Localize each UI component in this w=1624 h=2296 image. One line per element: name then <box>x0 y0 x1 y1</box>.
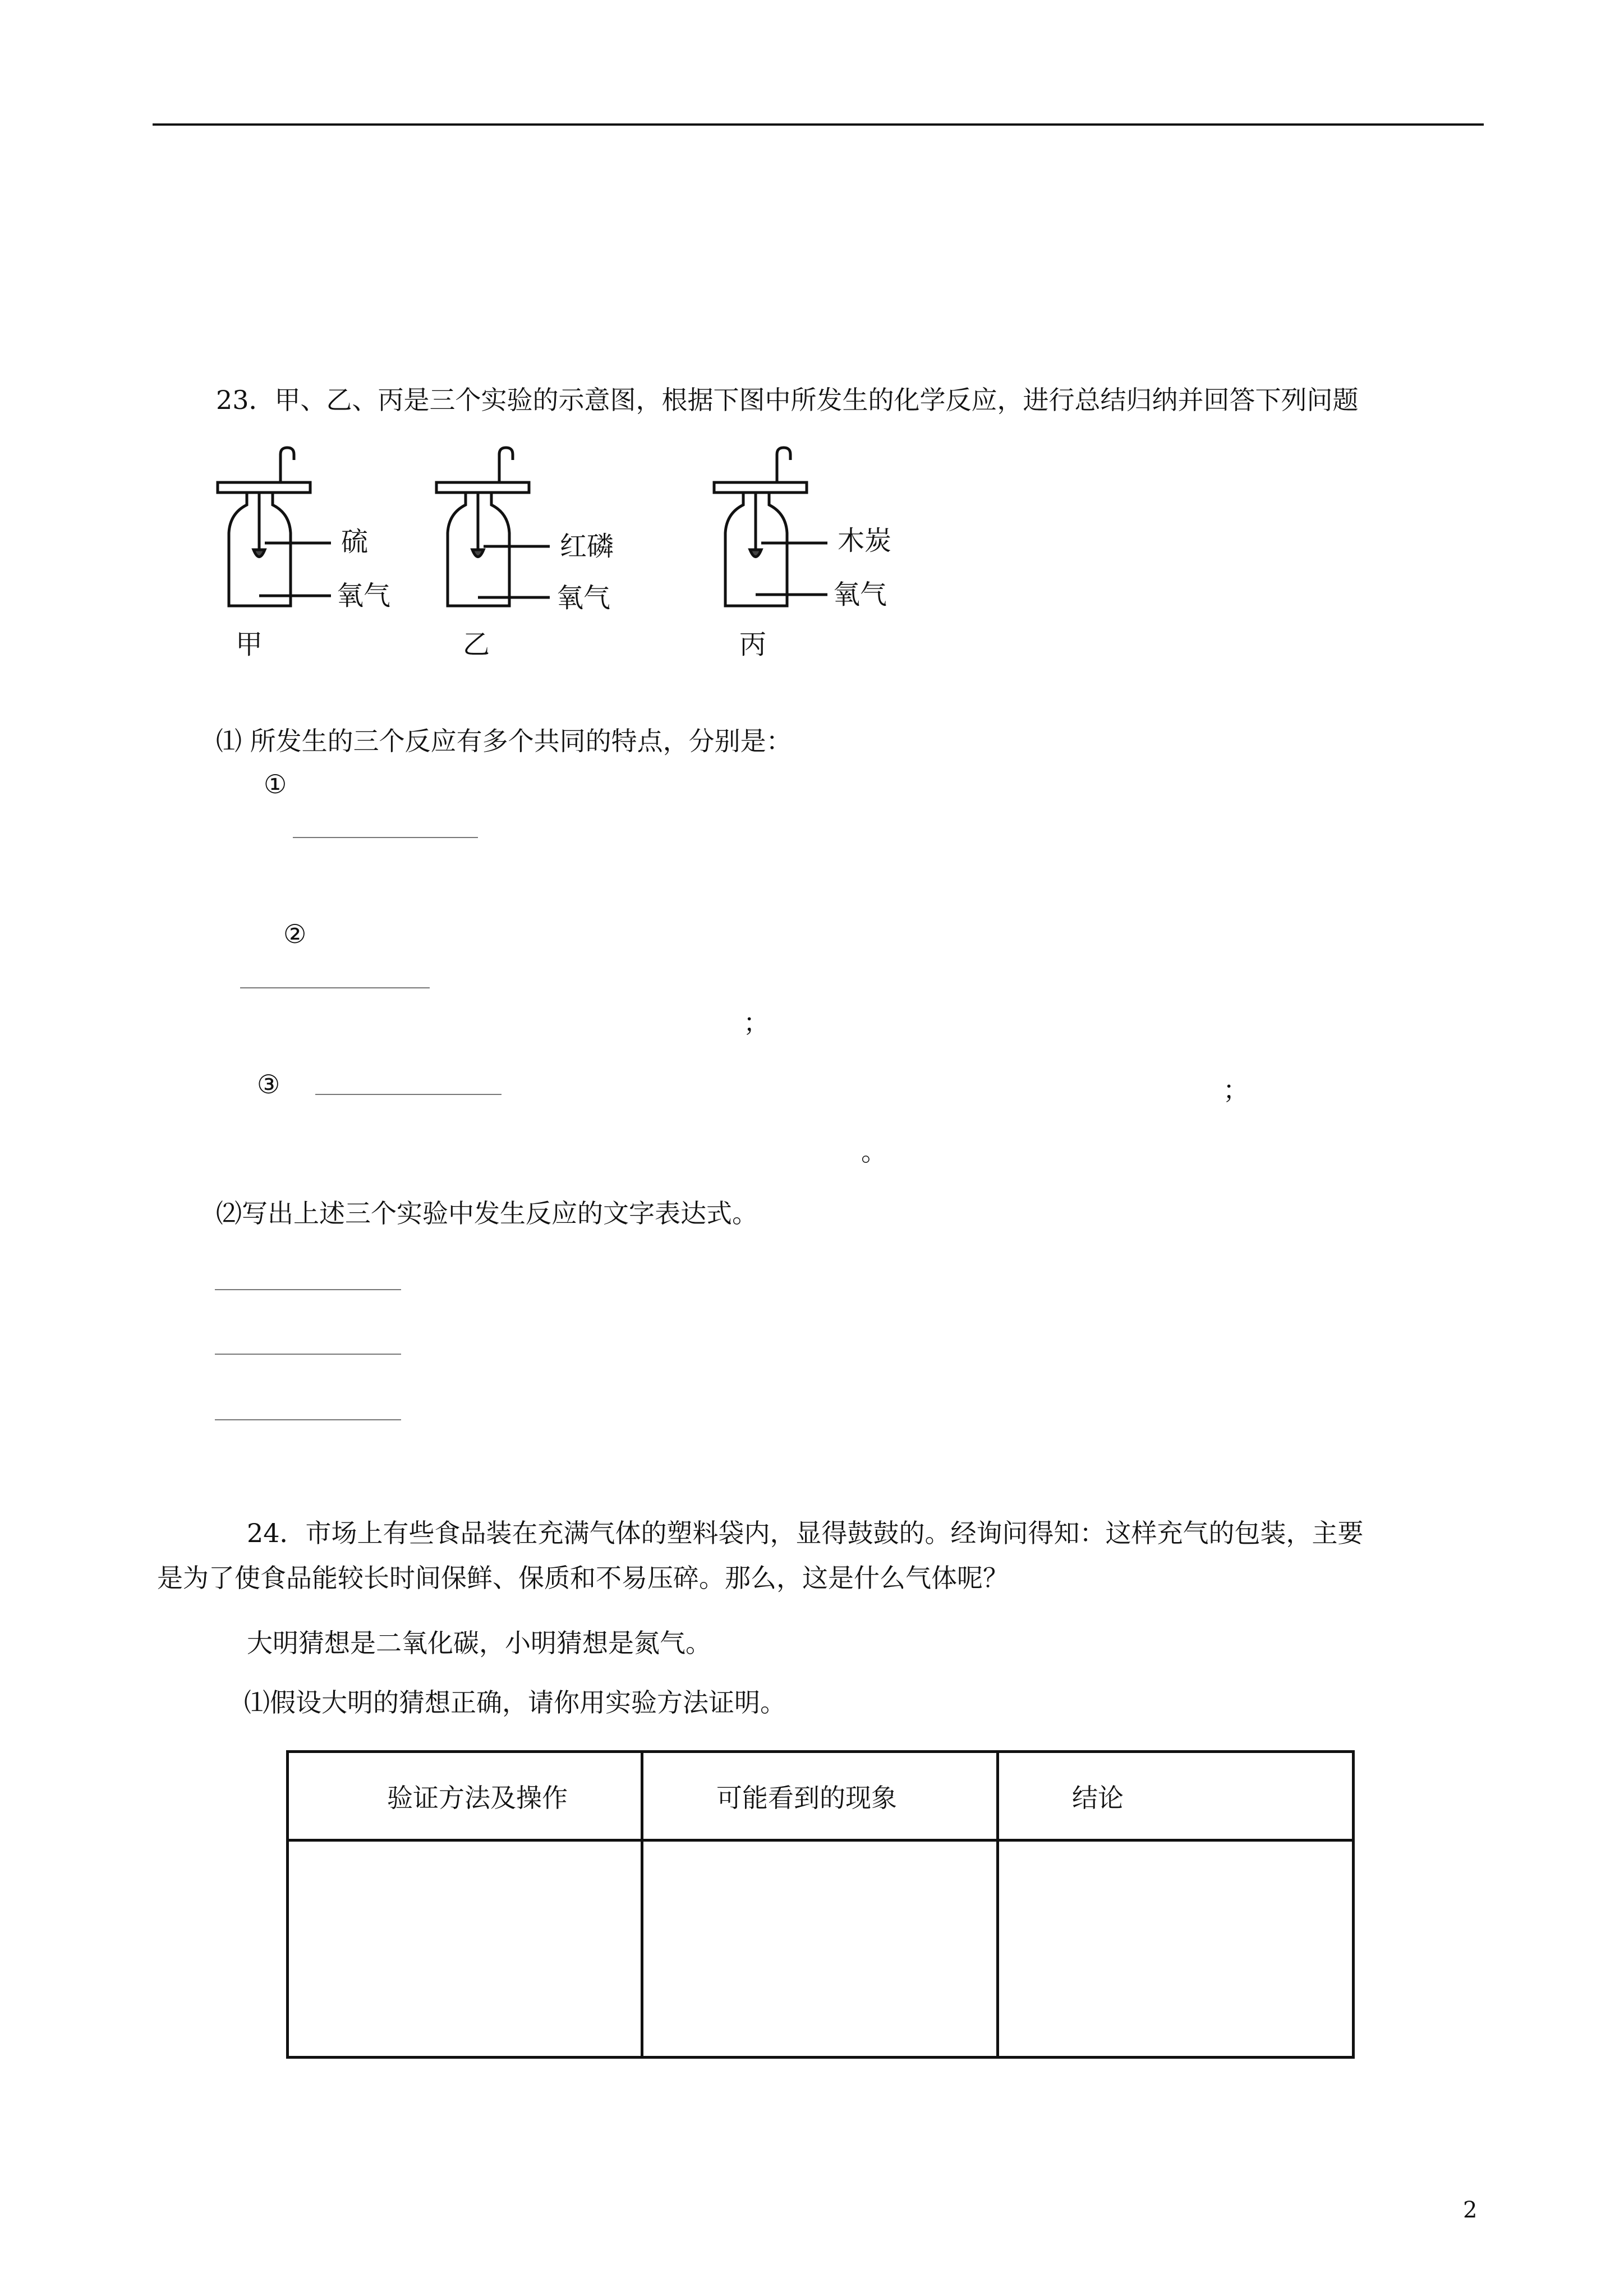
jar-jia-gas-label: 氧气 <box>337 580 391 611</box>
q23-figure <box>213 443 942 668</box>
table-header-cell <box>642 1752 998 1841</box>
header-rule <box>153 123 1484 126</box>
q23-semicolon-2: ； <box>1223 1075 1249 1105</box>
answer-blank-2[interactable] <box>240 987 430 988</box>
spoon-bowl <box>750 550 761 557</box>
jar-bing <box>714 448 827 606</box>
q24-guess: 大明猜想是二氧化碳，小明猜想是氮气。 <box>247 1628 711 1658</box>
jar-yi-gas-label: 氧气 <box>556 582 611 614</box>
equation-blank-3[interactable] <box>215 1419 401 1420</box>
deflagrating-spoon-handle <box>280 448 294 482</box>
jar-bing-caption: 丙 <box>739 629 767 660</box>
jar-yi <box>436 448 550 606</box>
answer-blank-3[interactable] <box>315 1094 502 1095</box>
header-phenomenon: 可能看到的现象 <box>716 1782 897 1813</box>
jar-jia-substance-label: 硫 <box>341 526 369 558</box>
deflagrating-spoon-handle <box>777 448 790 482</box>
answer-blank-1[interactable] <box>293 837 478 838</box>
q24-stem-line2: 是为了使食品能较长时间保鲜、保质和不易压碎。那么，这是什么气体呢？ <box>157 1563 1009 1593</box>
jar-lid <box>218 482 310 493</box>
jar-bing-substance-label: 木炭 <box>838 525 892 556</box>
q23-semicolon-1: ； <box>743 1007 769 1038</box>
q23-mark-1: ① <box>264 769 287 799</box>
table-header-cell <box>998 1752 1354 1841</box>
answer-cell-method[interactable] <box>288 1841 642 2058</box>
header-conclusion: 结论 <box>1072 1782 1124 1813</box>
spoon-bowl <box>254 550 265 557</box>
jar-yi-caption: 乙 <box>463 629 490 660</box>
answer-cell-phenomenon[interactable] <box>642 1841 998 2058</box>
jar-jia-caption: 甲 <box>236 629 263 660</box>
page-number: 2 <box>1463 2197 1478 2223</box>
equation-blank-1[interactable] <box>215 1289 401 1290</box>
jar-lid <box>714 482 807 493</box>
q23-part1-prompt: ⑴ 所发生的三个反应有多个共同的特点，分别是： <box>216 726 792 756</box>
jar-yi-substance-label: 红磷 <box>560 531 614 562</box>
q23-period: 。 <box>861 1137 887 1167</box>
q23-mark-2: ② <box>283 919 307 949</box>
jar-lid <box>436 482 529 493</box>
q24-stem-line1: 24．市场上有些食品装在充满气体的塑料袋内，显得鼓鼓的。经询问得知：这样充气的包装，主要 <box>247 1518 1364 1548</box>
q23-stem: 23．甲、乙、丙是三个实验的示意图，根据下图中所发生的化学反应，进行总结归纳并回答下列问题 <box>216 385 1359 415</box>
q24-part1-prompt: ⑴假设大明的猜想正确，请你用实验方法证明。 <box>244 1687 786 1718</box>
table-row <box>288 1841 1354 2058</box>
table-header-cell <box>288 1752 642 1841</box>
q23-mark-3: ③ <box>257 1069 280 1099</box>
spoon-bowl <box>472 550 484 557</box>
deflagrating-spoon-handle <box>499 448 513 482</box>
header-method: 验证方法及操作 <box>387 1782 568 1813</box>
jar-jia <box>218 448 331 606</box>
q23-part2-prompt: ⑵写出上述三个实验中发生反应的文字表达式。 <box>216 1198 758 1228</box>
table-header-row <box>288 1752 1354 1841</box>
q24-answer-table <box>286 1750 1355 2059</box>
jar-bing-gas-label: 氧气 <box>833 579 887 610</box>
answer-cell-conclusion[interactable] <box>998 1841 1354 2058</box>
equation-blank-2[interactable] <box>215 1354 401 1355</box>
